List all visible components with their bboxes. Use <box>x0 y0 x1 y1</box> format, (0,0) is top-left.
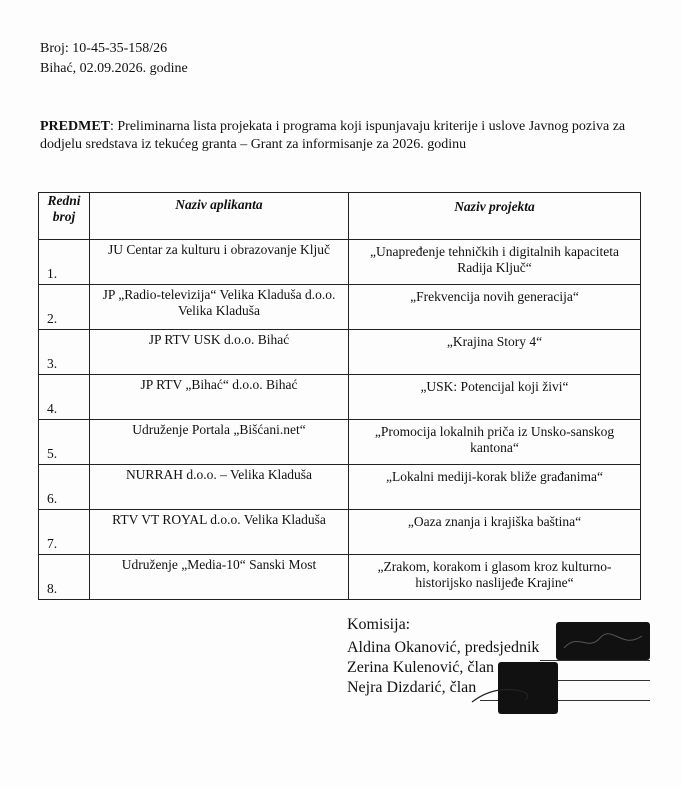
commission-member: Nejra Dizdarić, član <box>347 679 477 696</box>
applicant-name: RTV VT ROYAL d.o.o. Velika Kladuša <box>90 510 349 555</box>
column-header-applicant: Naziv aplikanta <box>90 193 349 240</box>
document-number: Broj: 10-45-35-158/26 <box>40 41 168 56</box>
row-number: 2. <box>39 285 90 330</box>
table-row <box>39 420 641 465</box>
applicant-name: JU Centar za kulturu i obrazovanje Ključ <box>90 240 349 285</box>
subject-text: : Preliminarna lista projekata i programa koji ispunjavaju kriterije i uslove Javnog poziva za dodjelu sredstava iz tekućeg granta – Grant za informisanje za 2026. godinu <box>40 119 626 152</box>
project-name: „Unapređenje tehničkih i digitalnih kapaciteta Radija Ključ“ <box>349 240 641 285</box>
project-name: „Promocija lokalnih priča iz Unsko-sanskog kantona“ <box>349 420 641 465</box>
column-header-project: Naziv projekta <box>349 193 641 240</box>
signature-line <box>540 660 650 661</box>
project-name: „Lokalni mediji-korak bliže građanima“ <box>349 465 641 510</box>
applicants-table <box>38 192 641 600</box>
row-number: 6. <box>39 465 90 510</box>
subject-paragraph <box>40 118 640 154</box>
table-row <box>39 510 641 555</box>
row-number: 3. <box>39 330 90 375</box>
applicant-name: JP RTV „Bihać“ d.o.o. Bihać <box>90 375 349 420</box>
row-number: 4. <box>39 375 90 420</box>
project-name: „Krajina Story 4“ <box>349 330 641 375</box>
project-name: „Oaza znanja i krajiška baština“ <box>349 510 641 555</box>
table-row <box>39 240 641 285</box>
table-row <box>39 375 641 420</box>
row-number: 8. <box>39 555 90 600</box>
project-name: „Frekvencija novih generacija“ <box>349 285 641 330</box>
commission-member: Aldina Okanović, predsjednik <box>347 639 540 656</box>
applicant-name: Udruženje „Media-10“ Sanski Most <box>90 555 349 600</box>
table-header-row <box>39 193 641 240</box>
commission-title: Komisija: <box>347 616 411 633</box>
table-row <box>39 465 641 510</box>
row-number: 7. <box>39 510 90 555</box>
row-number: 1. <box>39 240 90 285</box>
applicant-name: Udruženje Portala „Bišćani.net“ <box>90 420 349 465</box>
subject-label: PREDMET <box>40 119 110 134</box>
signature-scribble <box>560 628 646 656</box>
project-name: „USK: Potencijal koji živi“ <box>349 375 641 420</box>
place-and-date: Bihać, 02.09.2026. godine <box>40 61 188 76</box>
applicant-name: NURRAH d.o.o. – Velika Kladuša <box>90 465 349 510</box>
row-number: 5. <box>39 420 90 465</box>
table-row <box>39 330 641 375</box>
commission-member: Zerina Kulenović, član <box>347 659 495 676</box>
applicant-name: JP „Radio-televizija“ Velika Kladuša d.o.o. Velika Kladuša <box>90 285 349 330</box>
signature-scribble <box>470 684 530 706</box>
table-row <box>39 285 641 330</box>
project-name: „Zrakom, korakom i glasom kroz kulturno-historijsko naslijeđe Krajine“ <box>349 555 641 600</box>
table-row <box>39 555 641 600</box>
applicant-name: JP RTV USK d.o.o. Bihać <box>90 330 349 375</box>
column-header-number: Redni broj <box>39 193 90 240</box>
